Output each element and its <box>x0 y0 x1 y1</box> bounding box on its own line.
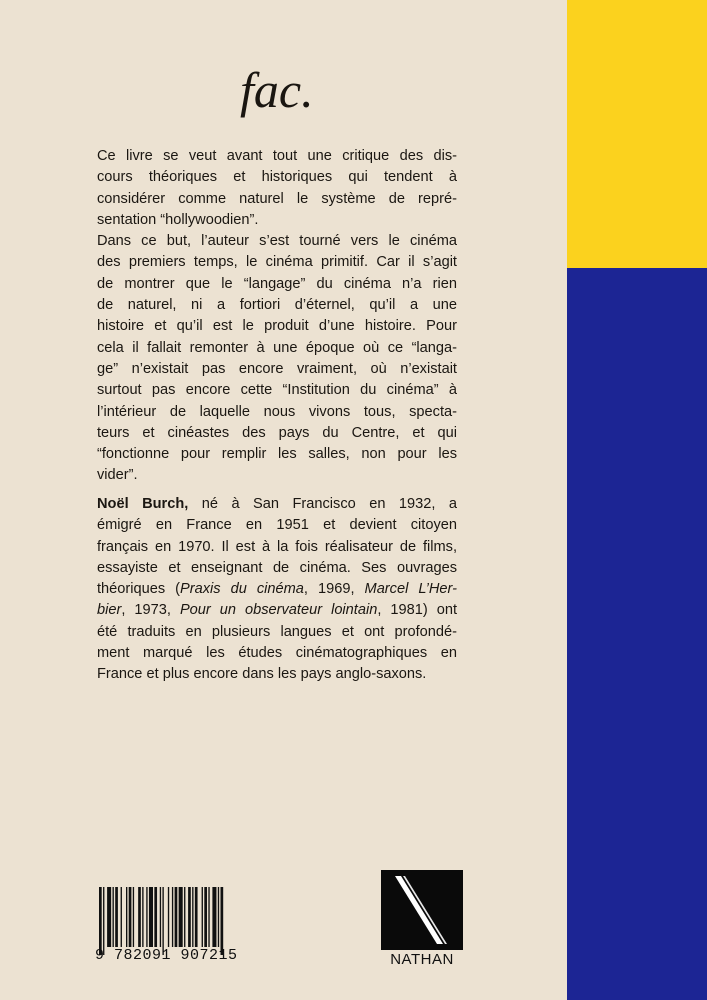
barcode-bar <box>115 887 118 947</box>
description-line: surtout pas encore cette “Institution du cinéma” à <box>97 382 457 399</box>
author-bio <box>97 494 457 686</box>
description-line: vider”. <box>97 467 138 484</box>
barcode-bar <box>179 887 183 947</box>
series-label: fac. <box>240 62 314 118</box>
barcode-bar <box>184 887 185 947</box>
bio-line: été traduits en plusieurs langues et ont profondé- <box>97 623 457 640</box>
barcode-bar <box>138 887 141 947</box>
description-line: ge” n’existait pas encore vraiment, où n’existait <box>97 360 457 377</box>
barcode-bar <box>129 887 132 947</box>
barcode-bar <box>154 887 157 947</box>
book-title: Praxis du cinéma <box>180 581 304 598</box>
bio-text: , 1973, <box>121 602 180 619</box>
barcode-bar <box>192 887 193 947</box>
barcode-bar <box>162 887 163 955</box>
barcode-bar <box>188 887 191 947</box>
description-line: Ce livre se veut avant tout une critique des dis- <box>97 148 457 164</box>
barcode-bar <box>107 887 111 947</box>
barcode-bar <box>121 887 122 947</box>
author-name: Noël Burch, <box>97 496 189 512</box>
yellow-stripe <box>567 0 707 268</box>
barcode-bar <box>202 887 203 947</box>
description-line: sentation “hollywoodien”. <box>97 211 259 228</box>
barcode-bar <box>149 887 153 947</box>
blue-stripe <box>567 268 707 1000</box>
description-line: cela il fallait remonter à une époque où ce “langa- <box>97 339 457 356</box>
barcode-bar <box>142 887 143 947</box>
bio-text: , 1981) ont <box>377 602 458 619</box>
barcode-bar <box>208 887 209 947</box>
isbn-number: 9 782091 907215 <box>95 947 238 964</box>
barcode-bar <box>103 887 104 955</box>
bio-line <box>97 579 457 600</box>
description-line: teurs et cinéastes des pays du Centre, et qui <box>97 424 457 441</box>
bio-text: , 1969, <box>303 581 365 598</box>
description-text <box>97 146 457 487</box>
book-title: bier <box>97 602 122 619</box>
barcode-icon <box>99 887 261 955</box>
nathan-logo-icon <box>381 870 463 950</box>
bio-line: France et plus encore dans les pays anglo-saxons. <box>97 666 427 683</box>
bio-line: émigré en France en 1951 et devient citoyen <box>97 517 457 534</box>
bio-line: français en 1970. Il est à la fois réalisateur de films, <box>97 538 457 555</box>
barcode-bar <box>146 887 147 947</box>
description-line: des premiers temps, le cinéma primitif. Car il s’agit <box>97 254 457 271</box>
barcode-bar <box>172 887 173 947</box>
bio-text: théoriques ( <box>97 581 181 598</box>
description-line: cours théoriques et historiques qui tendent à <box>97 169 457 186</box>
bio-text: né à San Francisco en 1932, a <box>188 496 457 512</box>
description-line: de naturel, ni a fortiori d’éternel, qu’il a une <box>97 297 457 314</box>
description-line: l’intérieur de laquelle nous vivons tous, specta- <box>97 403 457 420</box>
barcode-bar <box>175 887 178 947</box>
barcode-bar <box>221 887 224 955</box>
barcode-bar <box>126 887 127 947</box>
description-line: considérer comme naturel le système de repré- <box>97 190 457 207</box>
bio-line: essayiste et enseignant de cinéma. Ses ouvrages <box>97 559 457 576</box>
bio-line: ment marqué les études cinématographiques en <box>97 645 457 662</box>
barcode-bar <box>99 887 102 955</box>
barcode-bar <box>204 887 207 947</box>
publisher-name: NATHAN <box>390 951 454 968</box>
bio-line <box>97 494 457 515</box>
description-line: Dans ce but, l’auteur s’est tourné vers le cinéma <box>97 233 457 250</box>
description-line: histoire et qu’il est le produit d’une histoire. Pour <box>97 318 457 335</box>
description-line: “fonctionne pour remplir les salles, non pour les <box>97 446 457 463</box>
barcode-bar <box>133 887 134 947</box>
description-line: de montrer que le “langage” du cinéma n’a rien <box>97 275 457 292</box>
barcode-bar <box>168 887 169 947</box>
barcode-bar <box>212 887 216 947</box>
barcode-bar <box>160 887 161 947</box>
book-title: Marcel L’Her- <box>364 581 458 598</box>
barcode-bar <box>218 887 219 947</box>
barcode-bar <box>113 887 114 947</box>
bio-line <box>97 600 457 621</box>
book-title: Pour un observateur lointain <box>179 602 378 619</box>
barcode-bar <box>195 887 198 947</box>
